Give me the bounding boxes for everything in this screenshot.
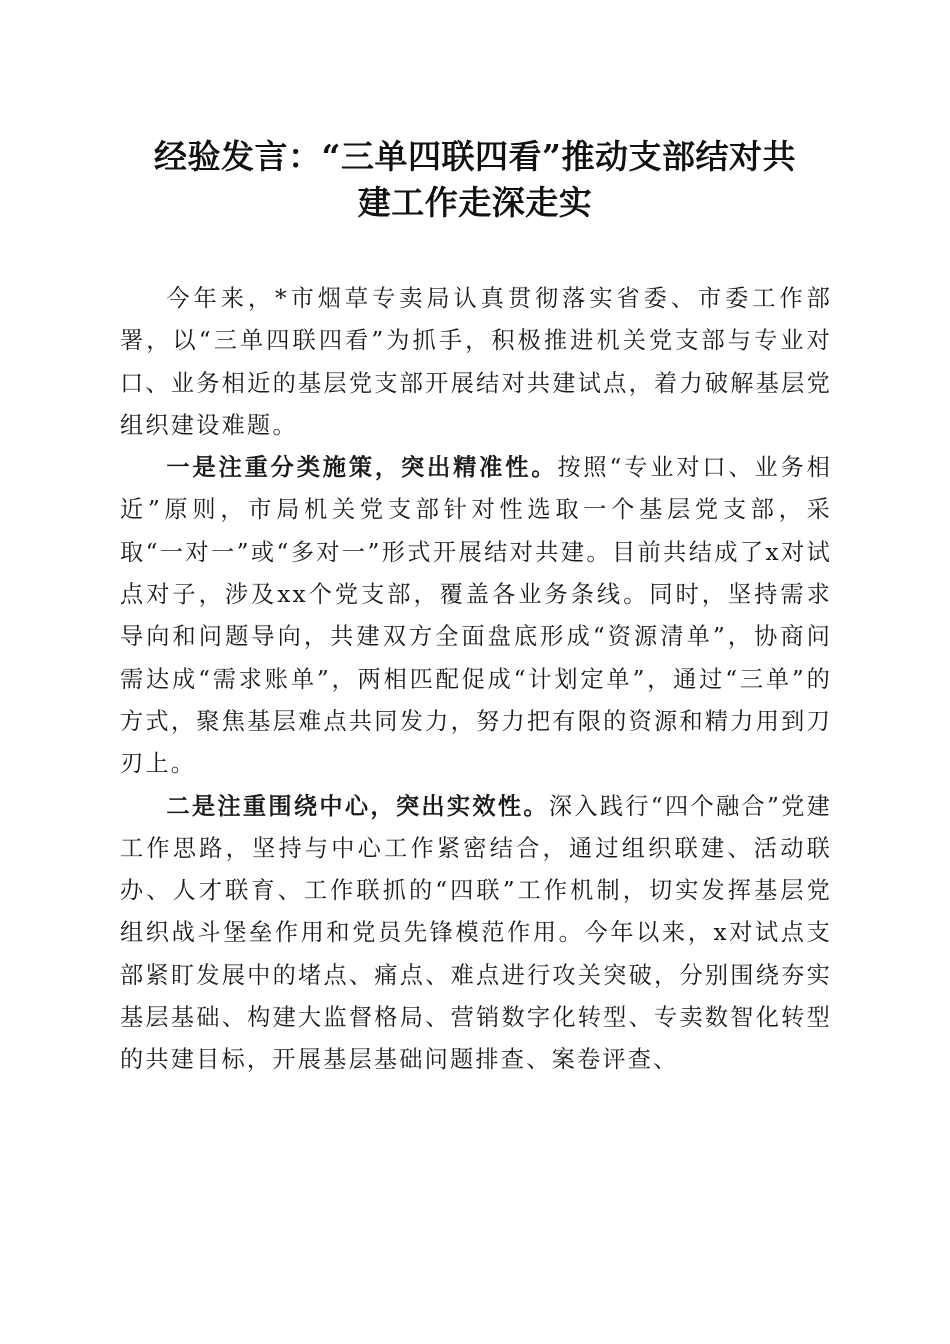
paragraph-text: 今年来，*市烟草专卖局认真贯彻落实省委、市委工作部署，以“三单四联四看”为抓手，积极推进机关党支部与专业对口、业务相近的基层党支部开展结对共建试点，着力破解基层党组织建设难题。 xyxy=(120,285,832,439)
paragraph-lead: 一是注重分类施策，突出精准性。 xyxy=(166,454,558,482)
paragraph-lead: 二是注重围绕中心，突出实效性。 xyxy=(166,792,549,820)
paragraph-point-2 xyxy=(120,786,832,1082)
paragraph-intro xyxy=(120,278,832,447)
document-body xyxy=(120,278,832,1082)
paragraph-text: 深入践行“四个融合”党建工作思路，坚持与中心工作紧密结合，通过组织联建、活动联办、人才联育、工作联抓的“四联”工作机制，切实发挥基层党组织战斗堡垒作用和党员先锋模范作用。今年以来，x对试点支部紧盯发展中的堵点、痛点、难点进行攻关突破，分别围绕夯实基层基础、构建大监督格局、营销数字化转型、专卖数智化转型的共建目标，开展基层基础问题排查、案卷评查、 xyxy=(120,792,833,1074)
title-line-1: 经验发言：“三单四联四看”推动支部结对共 xyxy=(154,137,796,176)
title-line-2: 建工作走深走实 xyxy=(357,183,593,222)
document-title xyxy=(118,134,832,226)
paragraph-text: 按照“专业对口、业务相近”原则，市局机关党支部针对性选取一个基层党支部，采取“一对一”或“多对一”形式开展结对共建。目前共结成了x对试点对子，涉及xx个党支部，覆盖各业务条线。同时，坚持需求导向和问题导向，共建双方全面盘底形成“资源清单”，协商问需达成“需求账单”，两相匹配促成“计划定单”，通过“三单”的方式，聚焦基层难点共同发力，努力把有限的资源和精力用到刀刃上。 xyxy=(120,454,833,778)
paragraph-point-1 xyxy=(120,447,832,785)
